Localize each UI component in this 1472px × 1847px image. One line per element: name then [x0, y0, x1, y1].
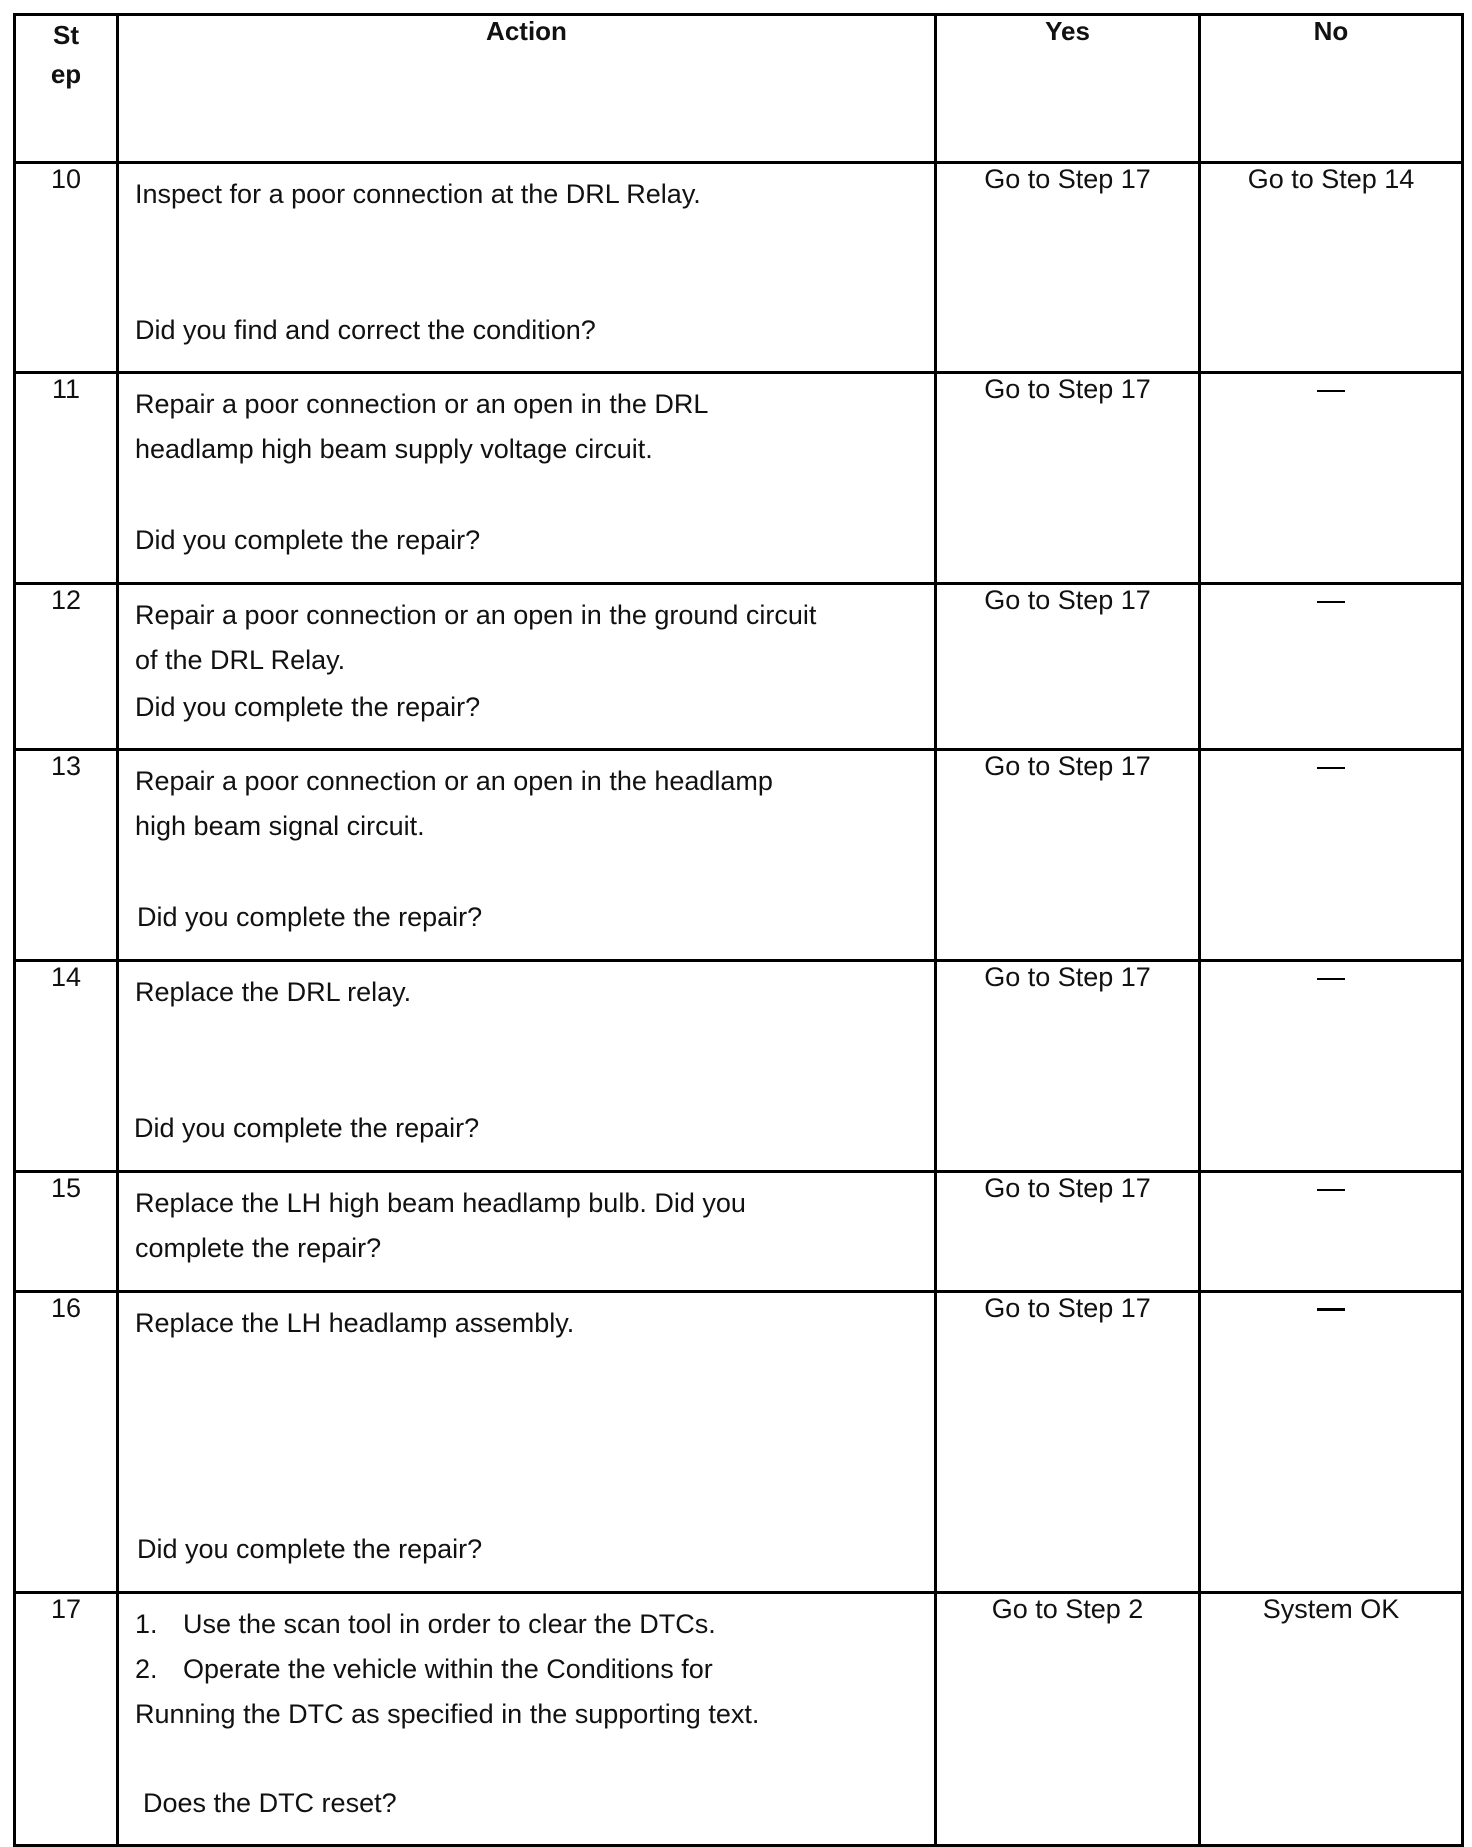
no-result [1200, 750, 1463, 961]
yes-result: Go to Step 2 [936, 1593, 1200, 1846]
action-header: Action [118, 15, 936, 163]
action-text: Replace the DRL relay. [135, 977, 412, 1007]
table-row [15, 163, 1463, 373]
table-row [15, 373, 1463, 584]
no-result: System OK [1200, 1593, 1463, 1846]
step-number: 14 [15, 961, 118, 1172]
step-header: St ep [15, 15, 118, 163]
no-header: No [1200, 15, 1463, 163]
yes-result: Go to Step 17 [936, 1172, 1200, 1292]
no-dash [1317, 390, 1345, 392]
action-question: Did you complete the repair? [135, 525, 481, 555]
action-text: Replace the LH headlamp assembly. [135, 1308, 575, 1338]
step-number: 11 [15, 373, 118, 584]
step-number: 15 [15, 1172, 118, 1292]
yes-result: Go to Step 17 [936, 163, 1200, 373]
action-question: Did you complete the repair? [137, 902, 483, 932]
action-cell [118, 750, 936, 961]
action-cell [118, 1292, 936, 1593]
action-text: Repair a poor connection or an open in the ground circuit of the DRL Relay. [135, 600, 817, 675]
list-item: 2. Operate the vehicle within the Conditions for [135, 1654, 713, 1684]
action-cell [118, 373, 936, 584]
list-item: 1. Use the scan tool in order to clear the DTCs. [135, 1609, 716, 1639]
action-cell [118, 961, 936, 1172]
table-row [15, 1172, 1463, 1292]
no-result: Go to Step 14 [1200, 163, 1463, 373]
action-cell [118, 1172, 936, 1292]
yes-result: Go to Step 17 [936, 584, 1200, 750]
action-cell [118, 584, 936, 750]
no-result [1200, 1292, 1463, 1593]
table-row [15, 1593, 1463, 1846]
no-dash [1317, 978, 1345, 980]
action-cell [118, 1593, 936, 1846]
table-row [15, 1292, 1463, 1593]
step-number: 17 [15, 1593, 118, 1846]
no-result [1200, 961, 1463, 1172]
action-question: Did you complete the repair? [134, 1113, 480, 1143]
action-question: Did you complete the repair? [137, 1534, 483, 1564]
no-result [1200, 1172, 1463, 1292]
action-text: 1. Use the scan tool in order to clear the DTCs. 2. Operate the vehicle within the Conditions for Running the DTC as specified in the supporting text. [135, 1602, 920, 1737]
no-dash [1317, 601, 1345, 603]
yes-result: Go to Step 17 [936, 961, 1200, 1172]
diagnostic-steps-table [13, 13, 1464, 1847]
no-result [1200, 584, 1463, 750]
header-row [15, 15, 1463, 163]
yes-result: Go to Step 17 [936, 750, 1200, 961]
action-text: Inspect for a poor connection at the DRL Relay. [135, 179, 701, 209]
no-dash [1317, 1308, 1345, 1311]
action-cell [118, 163, 936, 373]
step-number: 16 [15, 1292, 118, 1593]
table-row [15, 584, 1463, 750]
action-question: Does the DTC reset? [143, 1788, 397, 1818]
yes-result: Go to Step 17 [936, 1292, 1200, 1593]
step-number: 13 [15, 750, 118, 961]
table-row [15, 961, 1463, 1172]
yes-header: Yes [936, 15, 1200, 163]
action-text: Repair a poor connection or an open in the headlamp high beam signal circuit. [135, 766, 773, 841]
no-result [1200, 373, 1463, 584]
action-question: Did you complete the repair? [135, 692, 481, 722]
step-number: 10 [15, 163, 118, 373]
table-row [15, 750, 1463, 961]
action-question: Did you find and correct the condition? [135, 315, 596, 345]
action-text: Replace the LH high beam headlamp bulb. Did you complete the repair? [135, 1188, 746, 1263]
step-number: 12 [15, 584, 118, 750]
action-text: Repair a poor connection or an open in the DRL headlamp high beam supply voltage circuit. [135, 389, 709, 464]
yes-result: Go to Step 17 [936, 373, 1200, 584]
no-dash [1317, 767, 1345, 769]
no-dash [1317, 1189, 1345, 1191]
